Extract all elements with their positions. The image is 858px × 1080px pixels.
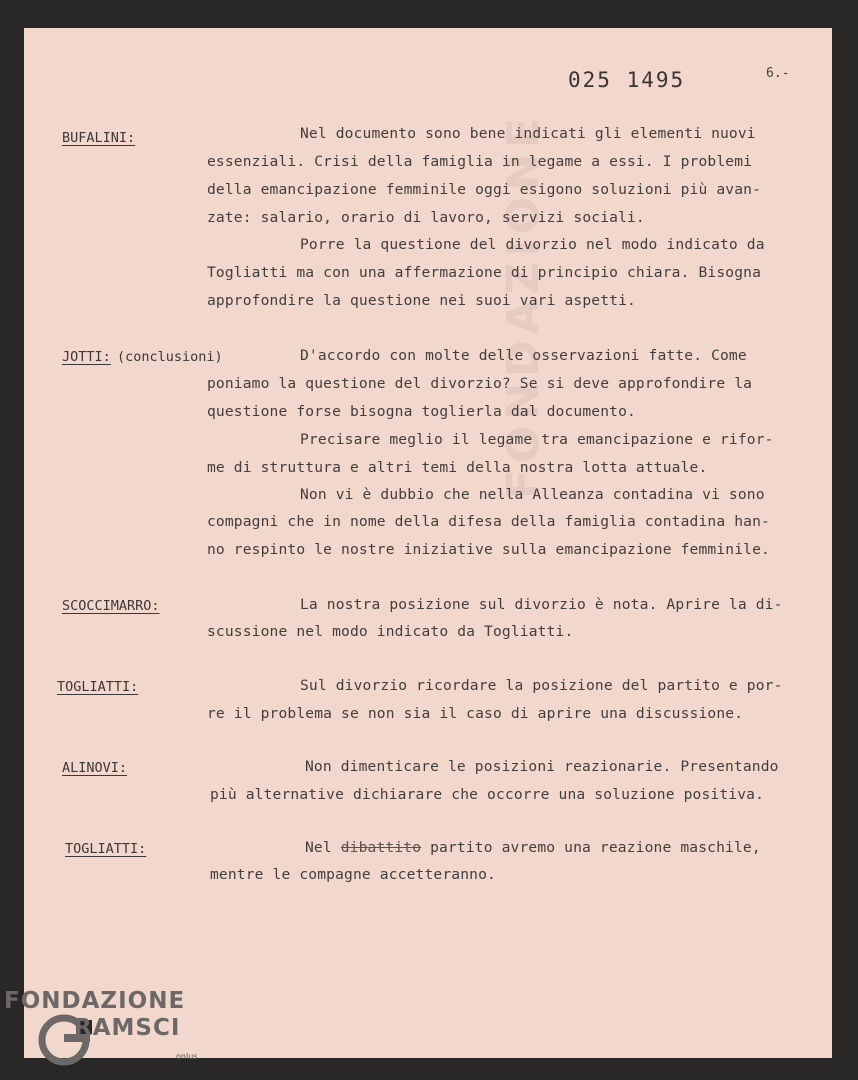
- text-fragment: Nel: [305, 839, 341, 856]
- text-line: Porre la questione del divorzio nel modo indicato da: [300, 236, 765, 253]
- text-line: approfondire la questione nei suoi vari aspetti.: [207, 292, 636, 309]
- text-line: no respinto le nostre iniziative sulla emancipazione femminile.: [207, 541, 770, 558]
- struck-word: dibattito: [340, 839, 422, 856]
- text-line: Non vi è dubbio che nella Alleanza contadina vi sono: [300, 486, 765, 503]
- fondazione-gramsci-logo: [4, 988, 224, 1076]
- text-line: Togliatti ma con una affermazione di principio chiara. Bisogna: [207, 264, 762, 281]
- text-line: zate: salario, orario di lavoro, servizi sociali.: [207, 209, 645, 226]
- document-number: 025 1495: [568, 68, 686, 92]
- text-line: compagni che in nome della difesa della famiglia contadina han-: [207, 513, 770, 530]
- text-fragment: partito avremo una reazione maschile,: [421, 839, 761, 856]
- text-line: me di struttura e altri temi della nostra lotta attuale.: [207, 459, 708, 476]
- speaker-alinovi: ALINOVI:: [62, 760, 128, 776]
- text-line: della emancipazione femminile oggi esigono soluzioni più avan-: [207, 181, 762, 198]
- text-line: più alternative dichiarare che occorre una soluzione positiva.: [210, 786, 765, 803]
- speaker-jotti: JOTTI:: [62, 349, 111, 365]
- page-number: 6.-: [766, 66, 790, 81]
- text-line: D'accordo con molte delle osservazioni fatte. Come: [300, 347, 747, 364]
- logo-text-line2: RAMSCI: [74, 1015, 181, 1041]
- text-line: essenziali. Crisi della famiglia in legame a essi. I problemi: [207, 153, 753, 170]
- text-line: Nel documento sono bene indicati gli elementi nuovi: [300, 125, 756, 142]
- text-line: Precisare meglio il legame tra emancipazione e rifor-: [300, 431, 774, 448]
- text-line: re il problema se non sia il caso di aprire una discussione.: [207, 705, 744, 722]
- speaker-note: (conclusioni): [117, 349, 223, 365]
- text-line: scussione nel modo indicato da Togliatti.: [207, 623, 574, 640]
- speaker-togliatti: TOGLIATTI:: [57, 679, 139, 695]
- speaker-togliatti-2: TOGLIATTI:: [65, 841, 147, 857]
- text-line: questione forse bisogna toglierla dal documento.: [207, 403, 636, 420]
- speaker-bufalini: BUFALINI:: [62, 130, 136, 146]
- text-line: mentre le compagne accetteranno.: [210, 866, 496, 883]
- vertical-watermark: FONDAZIONE: [498, 111, 550, 500]
- text-line: [305, 839, 761, 856]
- text-line: Non dimenticare le posizioni reazionarie. Presentando: [305, 758, 779, 775]
- logo-subtitle: onlus: [176, 1052, 198, 1061]
- logo-text-line1: FONDAZIONE: [4, 988, 186, 1014]
- speaker-scoccimarro: SCOCCIMARRO:: [62, 598, 160, 614]
- text-line: La nostra posizione sul divorzio è nota. Aprire la di-: [300, 596, 783, 613]
- text-line: poniamo la questione del divorzio? Se si deve approfondire la: [207, 375, 753, 392]
- text-line: Sul divorzio ricordare la posizione del partito e por-: [300, 677, 783, 694]
